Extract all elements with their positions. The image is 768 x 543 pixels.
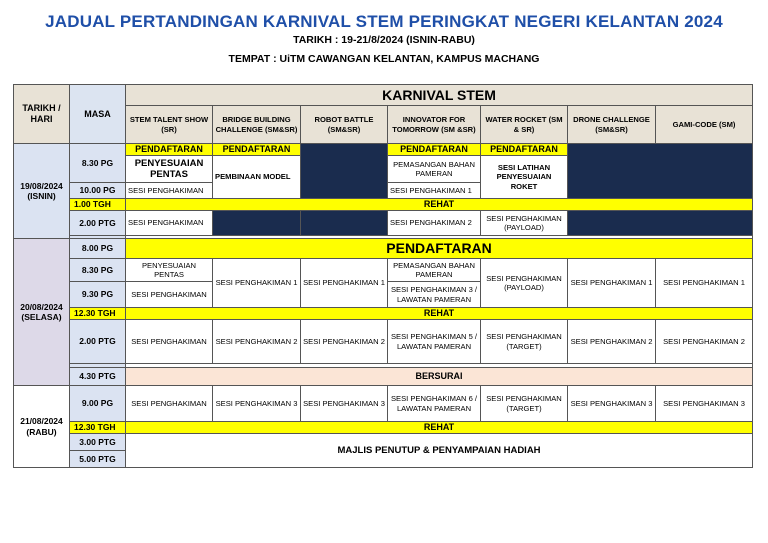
blocked-cell <box>568 144 753 199</box>
blocked-cell <box>301 144 388 199</box>
schedule-cell: SESI LATIHAN PENYESUAIAN ROKET <box>481 156 568 199</box>
time-cell: 8.30 PG <box>70 259 126 282</box>
date-cell: 20/08/2024 (SELASA) <box>14 239 70 386</box>
header-karnival: KARNIVAL STEM <box>126 85 753 106</box>
schedule-cell: SESI PENGHAKIMAN 6 / LAWATAN PAMERAN <box>388 386 481 422</box>
schedule-cell: SESI PENGHAKIMAN 1 <box>301 259 388 308</box>
date-cell: 21/08/2024 (RABU) <box>14 386 70 468</box>
blocked-cell <box>213 211 301 236</box>
header-tarikh: TARIKH / HARI <box>14 85 70 144</box>
schedule-cell: PEMBINAAN MODEL <box>213 156 301 199</box>
schedule-cell: SESI PENGHAKIMAN 1 <box>388 183 481 199</box>
header-masa: MASA <box>70 85 126 144</box>
page-title: JADUAL PERTANDINGAN KARNIVAL STEM PERINGKAT NEGERI KELANTAN 2024 <box>45 12 723 31</box>
schedule-cell: SESI PENGHAKIMAN 1 <box>213 259 301 308</box>
schedule-cell: SESI PENGHAKIMAN 3 <box>656 386 753 422</box>
time-cell: 2.00 PTG <box>70 211 126 236</box>
header-event: WATER ROCKET (SM & SR) <box>481 106 568 144</box>
time-cell: 3.00 PTG <box>70 434 126 451</box>
schedule-cell: SESI PENGHAKIMAN 2 <box>388 211 481 236</box>
time-cell: 8.30 PG <box>70 144 126 183</box>
date-range: TARIKH : 19-21/8/2024 (ISNIN-RABU) <box>293 34 475 46</box>
header-event: DRONE CHALLENGE (SM&SR) <box>568 106 656 144</box>
schedule-cell: PENYESUAIAN PENTAS <box>126 156 213 183</box>
schedule-cell: SESI PENGHAKIMAN <box>126 282 213 308</box>
schedule-cell: PENDAFTARAN <box>388 144 481 156</box>
schedule-cell: PENDAFTARAN <box>126 144 213 156</box>
time-cell: 12.30 TGH <box>70 422 126 434</box>
schedule-cell: PENYESUAIAN PENTAS <box>126 259 213 282</box>
schedule-cell: SESI PENGHAKIMAN <box>126 320 213 364</box>
time-cell: 2.00 PTG <box>70 320 126 364</box>
schedule-cell: SESI PENGHAKIMAN (PAYLOAD) <box>481 211 568 236</box>
schedule-cell: PEMASANGAN BAHAN PAMERAN <box>388 156 481 183</box>
schedule-cell: PENDAFTARAN <box>481 144 568 156</box>
time-cell: 10.00 PG <box>70 183 126 199</box>
schedule-cell: SESI PENGHAKIMAN <box>126 386 213 422</box>
time-cell: 4.30 PTG <box>70 368 126 386</box>
time-cell: 8.00 PG <box>70 239 126 259</box>
schedule-cell: SESI PENGHAKIMAN <box>126 211 213 236</box>
header-event: STEM TALENT SHOW (SR) <box>126 106 213 144</box>
schedule-table <box>13 84 753 468</box>
schedule-cell: SESI PENGHAKIMAN 3 <box>213 386 301 422</box>
rehat-row: REHAT <box>126 422 753 434</box>
schedule-cell: SESI PENGHAKIMAN 1 <box>568 259 656 308</box>
schedule-cell: SESI PENGHAKIMAN 3 / LAWATAN PAMERAN <box>388 282 481 308</box>
schedule-cell: SESI PENGHAKIMAN 5 / LAWATAN PAMERAN <box>388 320 481 364</box>
schedule-cell: SESI PENGHAKIMAN 3 <box>568 386 656 422</box>
schedule-cell: SESI PENGHAKIMAN (PAYLOAD) <box>481 259 568 308</box>
header-event: BRIDGE BUILDING CHALLENGE (SM&SR) <box>213 106 301 144</box>
time-cell: 12.30 TGH <box>70 308 126 320</box>
blocked-cell <box>301 211 388 236</box>
schedule-cell: SESI PENGHAKIMAN 2 <box>656 320 753 364</box>
time-cell: 1.00 TGH <box>70 199 126 211</box>
schedule-cell: SESI PENGHAKIMAN 1 <box>656 259 753 308</box>
pendaftaran-row: PENDAFTARAN <box>126 239 753 259</box>
schedule-cell: SESI PENGHAKIMAN 2 <box>568 320 656 364</box>
schedule-cell: SESI PENGHAKIMAN 2 <box>301 320 388 364</box>
time-cell: 9.00 PG <box>70 386 126 422</box>
rehat-row: REHAT <box>126 199 753 211</box>
schedule-cell: PENDAFTARAN <box>213 144 301 156</box>
schedule-cell: SESI PENGHAKIMAN 2 <box>213 320 301 364</box>
time-cell: 5.00 PTG <box>70 451 126 468</box>
bersurai-row: BERSURAI <box>126 368 753 386</box>
header-event: ROBOT BATTLE (SM&SR) <box>301 106 388 144</box>
blocked-cell <box>568 211 753 236</box>
schedule-cell: SESI PENGHAKIMAN (TARGET) <box>481 386 568 422</box>
time-cell: 9.30 PG <box>70 282 126 308</box>
header-event: GAMI-CODE (SM) <box>656 106 753 144</box>
schedule-cell: PEMASANGAN BAHAN PAMERAN <box>388 259 481 282</box>
schedule-cell: SESI PENGHAKIMAN 3 <box>301 386 388 422</box>
venue: TEMPAT : UiTM CAWANGAN KELANTAN, KAMPUS MACHANG <box>228 53 540 65</box>
schedule-cell: SESI PENGHAKIMAN (TARGET) <box>481 320 568 364</box>
rehat-row: REHAT <box>126 308 753 320</box>
schedule-cell: SESI PENGHAKIMAN <box>126 183 213 199</box>
closing-ceremony: MAJLIS PENUTUP & PENYAMPAIAN HADIAH <box>126 434 753 468</box>
date-cell: 19/08/2024 (ISNIN) <box>14 144 70 239</box>
header-event: INNOVATOR FOR TOMORROW (SM &SR) <box>388 106 481 144</box>
